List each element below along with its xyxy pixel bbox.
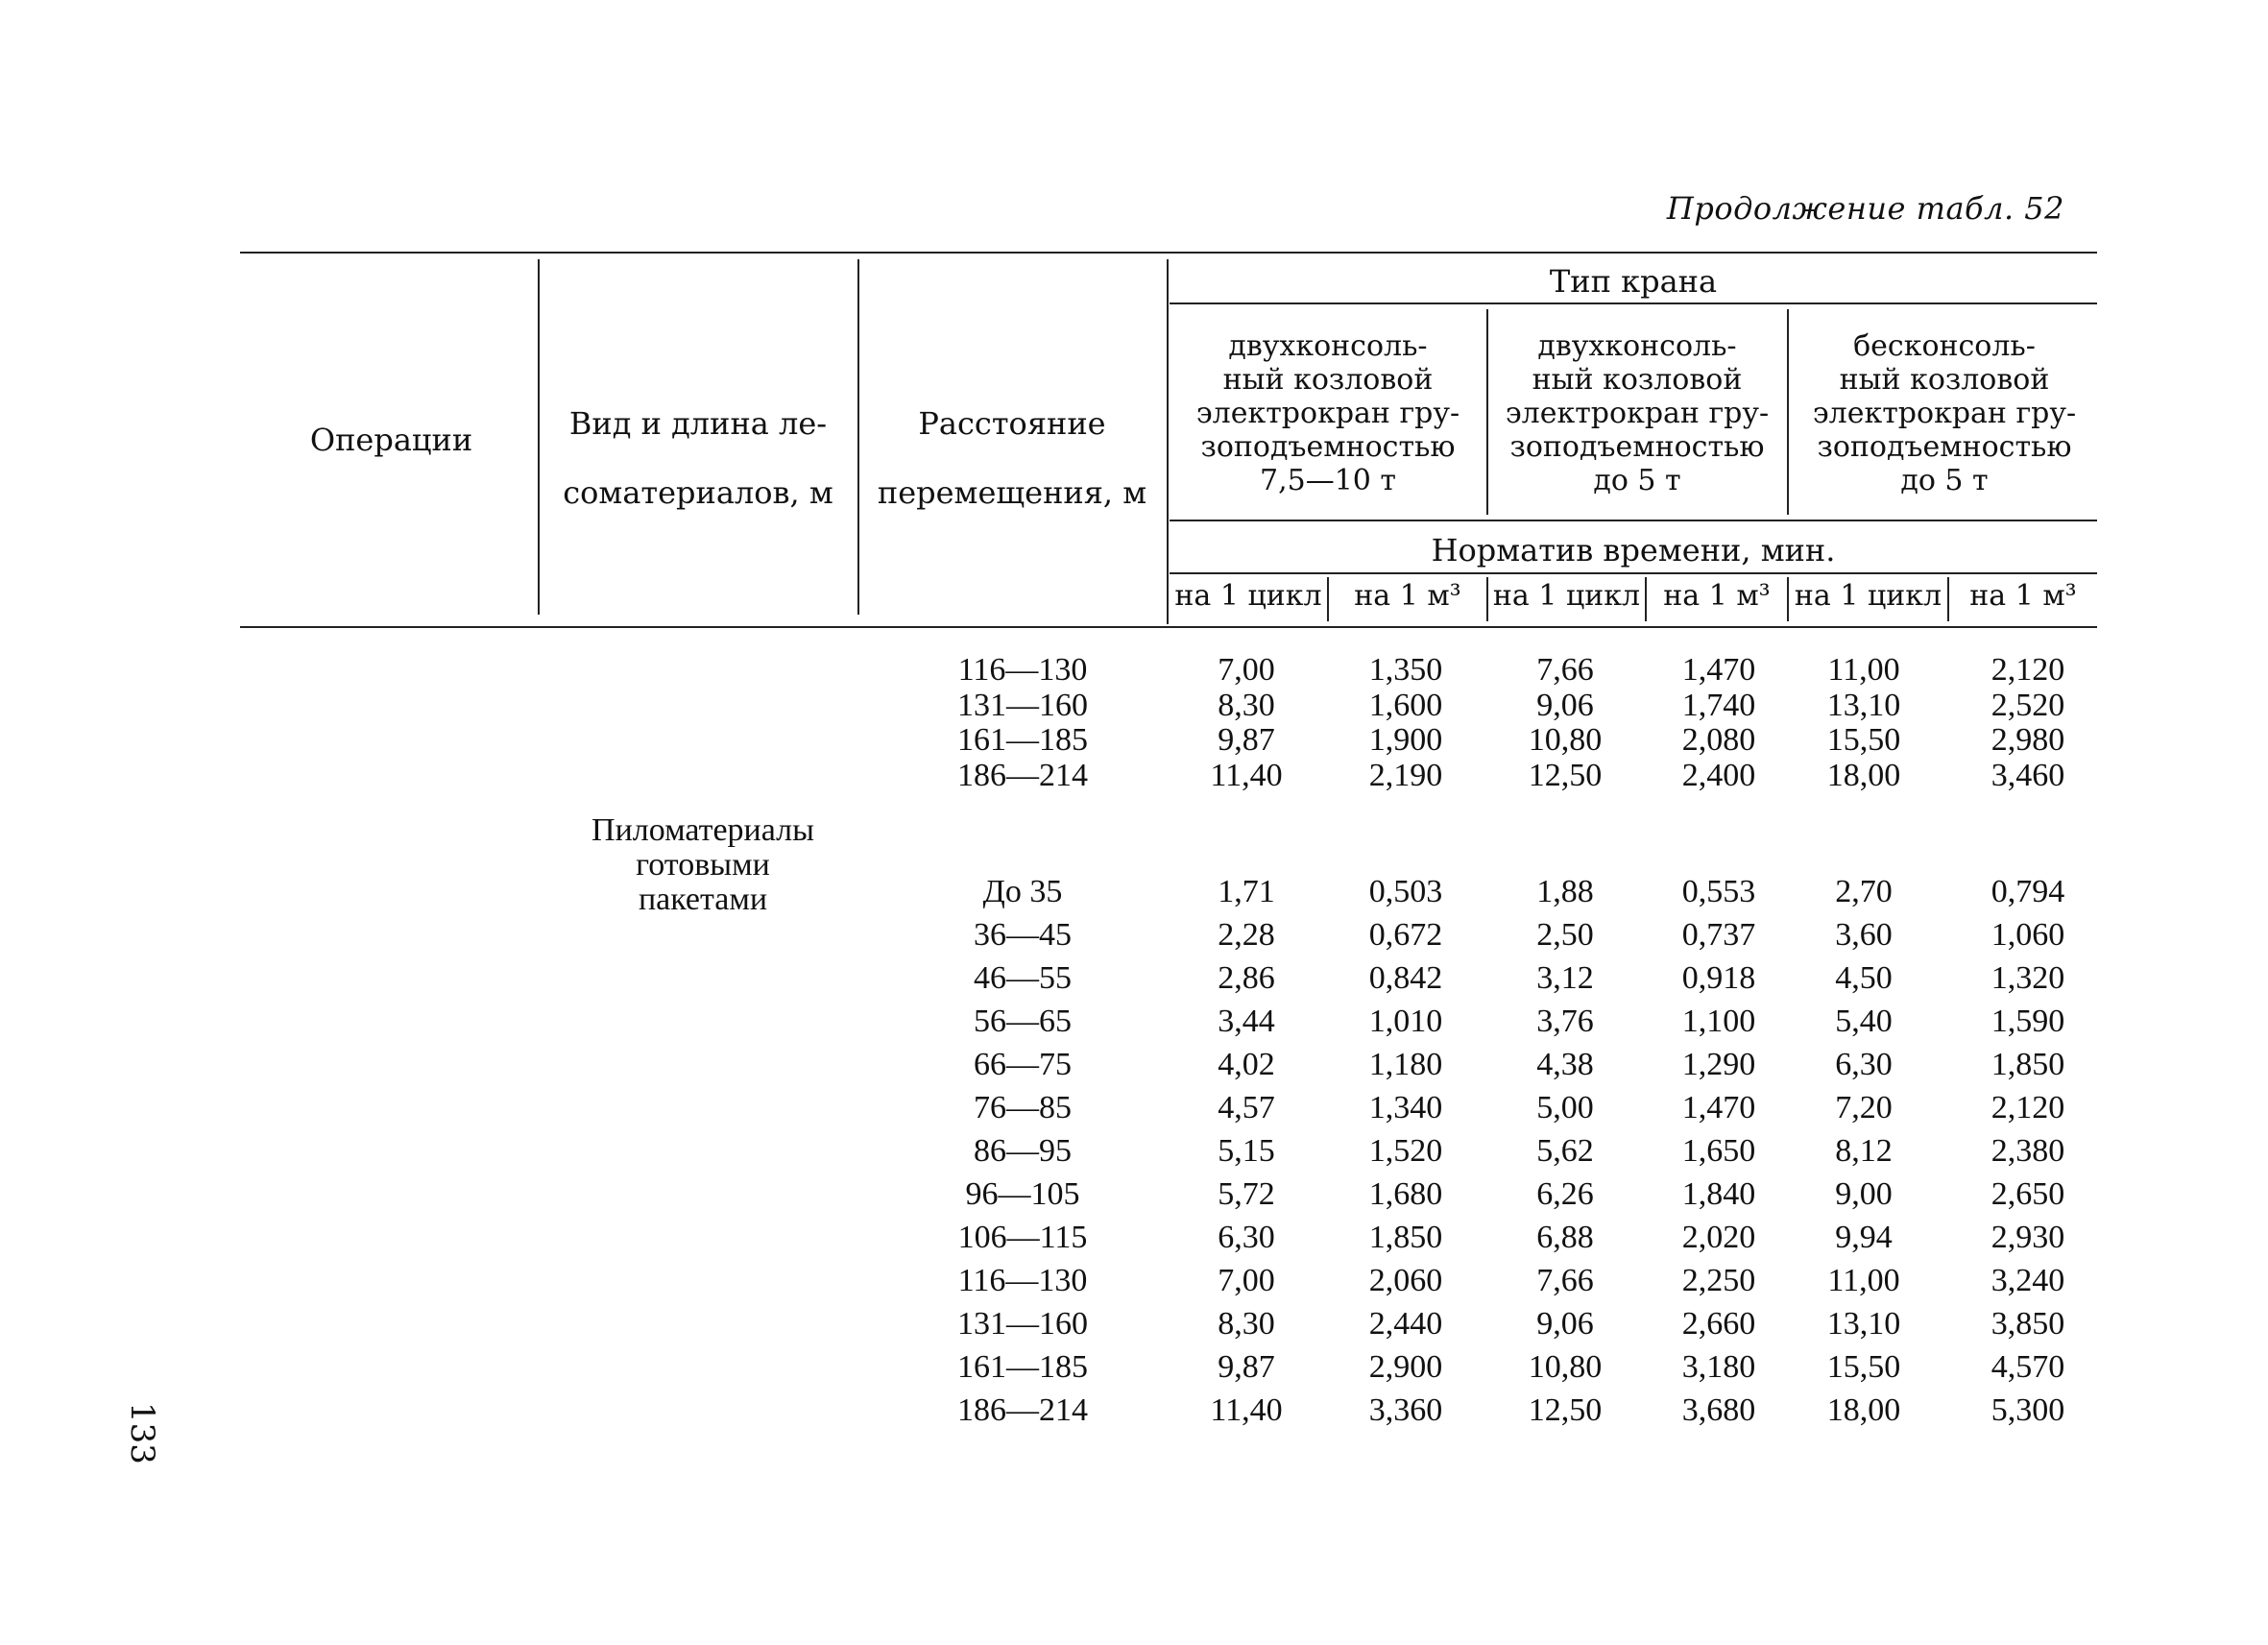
- value-cell: 11,00: [1827, 1263, 1900, 1298]
- header-crane-2: [1490, 329, 1784, 497]
- norm-rule: [1170, 572, 2097, 574]
- distance-cell: 66—75: [974, 1047, 1072, 1082]
- value-cell: 1,900: [1368, 722, 1443, 758]
- value-cell: 2,380: [1991, 1133, 2065, 1169]
- value-cell: 1,590: [1991, 1004, 2065, 1039]
- value-cell: 12,50: [1528, 757, 1603, 793]
- subheader-3: на 1 цикл: [1492, 579, 1641, 613]
- value-cell: 2,080: [1681, 722, 1756, 758]
- value-cell: 1,600: [1368, 687, 1443, 723]
- col-divider-material: [538, 259, 540, 615]
- value-cell: 2,660: [1681, 1306, 1756, 1342]
- value-cell: 18,00: [1826, 1392, 1901, 1428]
- crane-1-line: двухконсоль-: [1228, 329, 1428, 363]
- crane-3-line: до 5 т: [1900, 464, 1989, 497]
- crane-2-line: зоподъемностью: [1509, 430, 1765, 464]
- value-cell: 11,40: [1210, 1392, 1283, 1428]
- value-cell: 0,794: [1991, 874, 2065, 909]
- value-cell: 9,94: [1835, 1220, 1893, 1255]
- value-cell: 9,87: [1218, 722, 1275, 758]
- value-cell: 15,50: [1826, 1349, 1901, 1385]
- value-cell: 3,76: [1536, 1004, 1594, 1039]
- value-cell: 0,672: [1368, 917, 1443, 953]
- value-cell: 3,240: [1991, 1263, 2065, 1298]
- value-cell: 0,842: [1368, 960, 1443, 996]
- value-cell: 8,30: [1218, 687, 1275, 723]
- value-cell: 0,737: [1681, 917, 1756, 953]
- value-cell: 2,980: [1991, 722, 2065, 758]
- col-divider-crane: [1167, 259, 1169, 624]
- value-cell: 2,70: [1835, 874, 1893, 909]
- table-header-bottom-rule: [240, 626, 2097, 628]
- col-divider-distance: [857, 259, 859, 615]
- value-cell: 6,30: [1835, 1047, 1893, 1082]
- value-cell: 1,470: [1681, 652, 1756, 688]
- distance-cell: До 35: [982, 874, 1063, 909]
- distance-cell: 116—130: [957, 652, 1088, 688]
- value-cell: 10,80: [1528, 1349, 1603, 1385]
- value-cell: 13,10: [1826, 687, 1901, 723]
- crane-names-rule: [1170, 520, 2097, 521]
- value-cell: 9,00: [1835, 1176, 1893, 1212]
- value-cell: 1,680: [1368, 1176, 1443, 1212]
- crane-1-line: ный козловой: [1222, 363, 1434, 397]
- value-cell: 8,12: [1835, 1133, 1893, 1169]
- col-divider-crane3: [1787, 309, 1789, 515]
- value-cell: 9,06: [1536, 1306, 1594, 1342]
- distance-cell: 161—185: [957, 722, 1088, 758]
- subheader-6: на 1 м³: [1969, 579, 2077, 613]
- value-cell: 1,650: [1681, 1133, 1756, 1169]
- value-cell: 3,44: [1218, 1004, 1275, 1039]
- value-cell: 2,650: [1991, 1176, 2065, 1212]
- header-distance-line2: перемещения, м: [877, 474, 1147, 511]
- value-cell: 18,00: [1826, 757, 1901, 793]
- crane-2-line: ный козловой: [1532, 363, 1743, 397]
- crane-3-line: электрокран гру-: [1812, 397, 2077, 430]
- distance-cell: 56—65: [974, 1004, 1072, 1039]
- value-cell: 7,20: [1835, 1090, 1893, 1125]
- value-cell: 3,460: [1991, 757, 2065, 793]
- value-cell: 3,12: [1536, 960, 1594, 996]
- value-cell: 10,80: [1528, 722, 1603, 758]
- value-cell: 2,190: [1368, 757, 1443, 793]
- crane-1-line: электрокран гру-: [1195, 397, 1460, 430]
- distance-cell: 131—160: [957, 1306, 1088, 1342]
- value-cell: 2,250: [1681, 1263, 1756, 1298]
- distance-cell: 131—160: [957, 687, 1088, 723]
- distance-cell: 106—115: [957, 1220, 1088, 1255]
- crane-2-line: до 5 т: [1593, 464, 1681, 497]
- crane-3-line: бесконсоль-: [1853, 329, 2036, 363]
- value-cell: 15,50: [1826, 722, 1901, 758]
- value-cell: 3,680: [1681, 1392, 1756, 1428]
- header-crane-3: [1792, 329, 2097, 497]
- value-cell: 1,060: [1991, 917, 2065, 953]
- distance-cell: 46—55: [974, 960, 1072, 996]
- value-cell: 1,71: [1218, 874, 1275, 909]
- distance-cell: 36—45: [974, 917, 1072, 953]
- value-cell: 5,72: [1218, 1176, 1275, 1212]
- value-cell: 4,38: [1536, 1047, 1594, 1082]
- value-cell: 7,66: [1536, 1263, 1594, 1298]
- crane-type-rule: [1170, 302, 2097, 304]
- material-line: Пиломатериалы: [591, 812, 814, 848]
- crane-2-line: электрокран гру-: [1505, 397, 1770, 430]
- header-distance: [862, 389, 1162, 527]
- value-cell: 4,57: [1218, 1090, 1275, 1125]
- value-cell: 1,840: [1681, 1176, 1756, 1212]
- value-cell: 2,060: [1368, 1263, 1443, 1298]
- subheader-5: на 1 цикл: [1794, 579, 1942, 613]
- value-cell: 6,30: [1218, 1220, 1275, 1255]
- value-cell: 3,180: [1681, 1349, 1756, 1385]
- value-cell: 7,00: [1218, 1263, 1275, 1298]
- material-line: готовыми: [636, 847, 770, 883]
- header-norm: Норматив времени, мин.: [1431, 532, 1836, 568]
- distance-cell: 186—214: [957, 757, 1088, 793]
- value-cell: 8,30: [1218, 1306, 1275, 1342]
- value-cell: 2,900: [1368, 1349, 1443, 1385]
- header-material-line1: Вид и длина ле-: [568, 405, 828, 442]
- value-cell: 2,400: [1681, 757, 1756, 793]
- crane-2-line: двухконсоль-: [1537, 329, 1737, 363]
- crane-1-line: зоподъемностью: [1200, 430, 1456, 464]
- value-cell: 2,50: [1536, 917, 1594, 953]
- value-cell: 1,320: [1991, 960, 2065, 996]
- value-cell: 5,00: [1536, 1090, 1594, 1125]
- value-cell: 7,66: [1536, 652, 1594, 688]
- value-cell: 1,470: [1681, 1090, 1756, 1125]
- subheader-1: на 1 цикл: [1174, 579, 1322, 613]
- distance-cell: 186—214: [957, 1392, 1088, 1428]
- material-line: пакетами: [638, 882, 768, 917]
- value-cell: 3,850: [1991, 1306, 2065, 1342]
- value-cell: 12,50: [1528, 1392, 1603, 1428]
- value-cell: 3,60: [1835, 917, 1893, 953]
- value-cell: 5,62: [1536, 1133, 1594, 1169]
- value-cell: 1,740: [1681, 687, 1756, 723]
- page-number: 133: [123, 1402, 161, 1464]
- value-cell: 5,15: [1218, 1133, 1275, 1169]
- value-cell: 1,350: [1368, 652, 1443, 688]
- value-cell: 6,26: [1536, 1176, 1594, 1212]
- value-cell: 1,850: [1991, 1047, 2065, 1082]
- value-cell: 1,100: [1681, 1004, 1756, 1039]
- value-cell: 0,553: [1681, 874, 1756, 909]
- value-cell: 0,503: [1368, 874, 1443, 909]
- crane-3-line: зоподъемностью: [1817, 430, 2072, 464]
- distance-cell: 76—85: [974, 1090, 1072, 1125]
- value-cell: 4,02: [1218, 1047, 1275, 1082]
- value-cell: 1,290: [1681, 1047, 1756, 1082]
- distance-cell: 116—130: [957, 1263, 1088, 1298]
- value-cell: 0,918: [1681, 960, 1756, 996]
- header-material: [543, 389, 853, 527]
- value-cell: 1,340: [1368, 1090, 1443, 1125]
- value-cell: 1,88: [1536, 874, 1594, 909]
- value-cell: 1,520: [1368, 1133, 1443, 1169]
- value-cell: 7,00: [1218, 652, 1275, 688]
- subheader-4: на 1 м³: [1663, 579, 1771, 613]
- value-cell: 3,360: [1368, 1392, 1443, 1428]
- table-top-rule: [240, 252, 2097, 254]
- value-cell: 9,87: [1218, 1349, 1275, 1385]
- value-cell: 2,520: [1991, 687, 2065, 723]
- value-cell: 2,930: [1991, 1220, 2065, 1255]
- header-material-line2: соматериалов, м: [563, 474, 833, 511]
- distance-cell: 86—95: [974, 1133, 1072, 1169]
- value-cell: 1,850: [1368, 1220, 1443, 1255]
- value-cell: 11,00: [1827, 652, 1900, 688]
- value-cell: 11,40: [1210, 757, 1283, 793]
- value-cell: 4,570: [1991, 1349, 2065, 1385]
- distance-cell: 161—185: [957, 1349, 1088, 1385]
- col-divider-crane2: [1486, 309, 1488, 515]
- value-cell: 4,50: [1835, 960, 1893, 996]
- distance-cell: 96—105: [965, 1176, 1080, 1212]
- material-label: [543, 813, 862, 917]
- value-cell: 2,120: [1991, 652, 2065, 688]
- value-cell: 2,86: [1218, 960, 1275, 996]
- value-cell: 13,10: [1826, 1306, 1901, 1342]
- header-operations: Операции: [309, 422, 473, 458]
- header-distance-line1: Расстояние: [918, 405, 1106, 442]
- value-cell: 1,180: [1368, 1047, 1443, 1082]
- table-caption: Продолжение табл. 52: [1666, 190, 2064, 227]
- header-crane-type: Тип крана: [1549, 263, 1718, 300]
- subheader-2: на 1 м³: [1354, 579, 1461, 613]
- header-crane-1: [1171, 329, 1484, 497]
- value-cell: 2,120: [1991, 1090, 2065, 1125]
- value-cell: 2,020: [1681, 1220, 1756, 1255]
- value-cell: 6,88: [1536, 1220, 1594, 1255]
- value-cell: 2,28: [1218, 917, 1275, 953]
- value-cell: 1,010: [1368, 1004, 1443, 1039]
- value-cell: 5,40: [1835, 1004, 1893, 1039]
- crane-1-line: 7,5—10 т: [1259, 464, 1397, 497]
- value-cell: 9,06: [1536, 687, 1594, 723]
- crane-3-line: ный козловой: [1839, 363, 2050, 397]
- value-cell: 5,300: [1991, 1392, 2065, 1428]
- value-cell: 2,440: [1368, 1306, 1443, 1342]
